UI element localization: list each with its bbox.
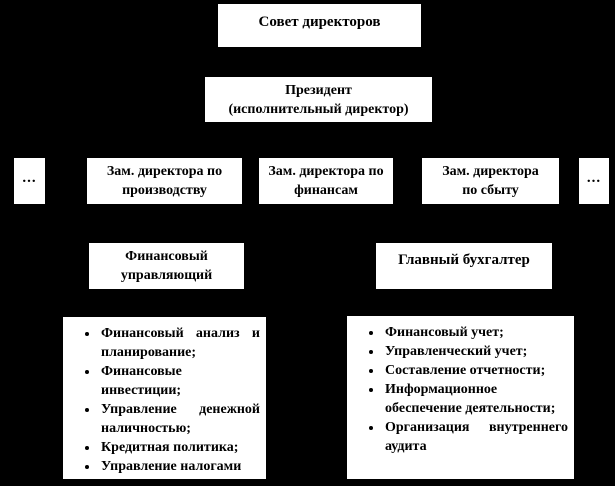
finance-manager-box	[88, 242, 245, 290]
deputy-production-label-line2: производству	[122, 183, 207, 198]
duty-item: • Информационное обеспечение деятельности;	[383, 380, 568, 418]
chief-accountant-duties-list	[347, 323, 574, 456]
deputy-finance-label-line1: Зам. директора по	[268, 164, 384, 179]
ellipsis-right-box	[578, 157, 610, 205]
deputy-finance-label-line2: финансам	[294, 183, 358, 198]
duty-item: • Управление налогами	[99, 457, 260, 476]
deputy-production-label-line1: Зам. директора по	[106, 164, 223, 179]
deputy-sales-box	[421, 157, 560, 205]
finance-manager-duties-list	[63, 324, 266, 476]
board-of-directors-label: Совет директоров	[258, 14, 381, 30]
ellipsis-left-label: ...	[22, 170, 37, 186]
finance-manager-duties-box	[62, 316, 267, 480]
chief-accountant-label: Главный бухгалтер	[398, 252, 530, 268]
duty-item: • Организация внутреннего аудита	[383, 418, 568, 456]
duty-item: • Кредитная политика;	[99, 438, 260, 457]
duty-item: • Финансовые инвестиции;	[99, 362, 260, 400]
duty-item: • Финансовый анализ и планирование;	[99, 324, 260, 362]
duty-item: • Управление денежной наличностью;	[99, 400, 260, 438]
chief-accountant-duties-box	[346, 315, 575, 480]
finance-manager-label-line1: Финансовый	[125, 249, 208, 264]
duty-item: • Финансовый учет;	[383, 323, 568, 342]
president-box	[204, 76, 433, 123]
deputy-production-box	[86, 157, 243, 205]
board-of-directors-box	[217, 3, 422, 48]
deputy-sales-label-line1: Зам. директора	[442, 164, 539, 179]
finance-manager-label-line2: управляющий	[120, 268, 213, 283]
president-label-line1: Президент	[285, 83, 352, 98]
duty-item: • Управленческий учет;	[383, 342, 568, 361]
chief-accountant-box	[375, 242, 553, 290]
ellipsis-left-box	[13, 157, 46, 205]
deputy-finance-box	[258, 157, 394, 205]
duty-item: • Составление отчетности;	[383, 361, 568, 380]
deputy-sales-label-line2: по сбыту	[462, 183, 519, 198]
ellipsis-right-label: ...	[586, 170, 602, 186]
president-label-line2: (исполнительный директор)	[228, 102, 409, 117]
